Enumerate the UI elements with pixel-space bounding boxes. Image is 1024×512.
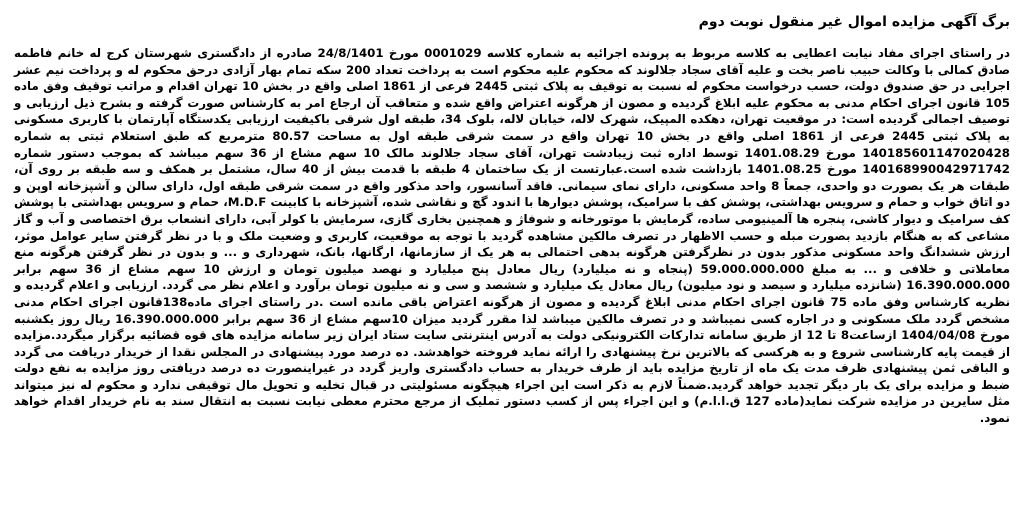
notice-body: در راستای اجرای مفاد نیابت اعطایی به کلاسه مربوط به پرونده اجرائیه به شماره کلاسه 0001029 مورخ 24/8/1401 صادره از دادگستری شهرستان کرج له خانم فاطمه صادق کمالی با وکالت حبیب ناصر بخت و علیه آقای سجاد جلالوند که محکوم علیه محکوم است به پرداخت تعداد 200 سکه تمام بهار آزادی درحق محکوم له و پرداخت نیم عشر اجرایی در حق صندوق دولت، حسب درخواست محکوم له نسبت به توقیف به پلاک ثبتی 2445 فرعی از 1861 اصلی واقع در بخش 10 تهران اقدام و مراتب توقیف وفق ماده 105 قانون اجرای احکام مدنی به محکوم علیه ابلاغ گردیده و مصون از هرگونه اعتراض واقع شده و متعاقب آن ارجاع امر به کارشناس صورت گرفته و بشرح ذیل ارزیابی و توصیف اجمالی گردیده است: در موقعیت تهران، دهکده المپیک، شهرک لاله، خیابان لاله، بلوک 34، طبقه اول شرقی باکیفیت ارزیابی یکدستگاه آپارتمان با کاربری مسکونی به پلاک ثبتی 2445 فرعی از 1861 اصلی واقع در بخش 10 تهران واقع در سمت شرقی طبقه اول به مساحت 80.57 مترمربع که طبق استعلام ثبتی به شماره 140185601147020428 مورخ 1401.08.29 توسط اداره ثبت زیبادشت تهران، آقای سجاد جلالوند مالک 10 سهم مشاع از 36 سهم میباشد که بموجب دستور شماره 140168990042971742 مورخ 1401.08.25 بازداشت شده است.عبارتست از یک ساختمان 4 طبقه با قدمت بیش از 40 سال، مشتمل بر همکف و سه طبقه بر روی آن، طبقات هر یک بصورت دو واحدی، جمعاً 8 واحد مسکونی، دارای نمای سیمانی. فاقد آسانسور، واحد مذکور واقع در سمت شرقی طبقه اول، دارای سالن و آشپزخانه اوپن و دو اتاق خواب و حمام و سرویس بهداشتی، پوشش کف با سرامیک، پوشش دیوارها با اندود گچ و نقاشی شده، آشپزخانه با کابینت M.D.F، حمام و سرویس بهداشتی با پوشش کف سرامیک و دیوار کاشی، پنجره ها آلمینیومی ساده، گرمایش با موتورخانه و شوفاژ و همچنین بخاری گازی، سرمایش با کولر آبی، دارای انشعاب برق اختصاصی و آب و گاز مشاعی که به هنگام بازدید بصورت مبله و حسب الاظهار در تصرف مالکین مشاهده گردید با توجه به موقعیت، کاربری و وضعیت ملک و با در نظر گرفتن سایر عوامل موثر، ارزش ششدانگ واحد مسکونی مذکور بدون در نظرگرفتن هرگونه بدهی احتمالی به هر یک از سازمانها، ارگانها، بانک، شهرداری و ... و بدون در نظر گرفتن هرگونه منع معاملاتی و خلافی و ... به مبلغ 59.000.000.000 (پنجاه و نه میلیارد) ریال معادل پنج میلیارد و نهصد میلیون تومان و ارزش 10 سهم مشاع از 36 سهم برابر 16.390.000.000 (شانزده میلیارد و سیصد و نود میلیون) ریال معادل یک میلیارد و ششصد و سی و نه میلیون تومان برآورد و اعلام نظر می گردد. ارزیابی و اعلام گردیده و نظریه کارشناس وفق ماده 75 قانون اجرای احکام مدنی ابلاغ گردیده و مصون از هرگونه اعتراض باقی مانده است .در راستای اجرای ماده138قانون اجرای احکام مدنی مشخص گردد ملک مسکونی و در اجاره کسی نمیباشد و در تصرف مالکین میباشد لذا مقرر گردید میزان 10سهم مشاع از 36 سهم برابر 16.390.000.000 ریال روز یکشنبه مورخ 1404/04/08 ازساعت8 تا 12 از طریق سامانه تدارکات الکترونیکی دولت به آدرس اینترنتی سایت ستاد ایران زیر سامانه مزایده های قوه قضائیه برگزار میگردد.مزایده از قیمت پایه کارشناسی شروع و به هرکسی که بالاترین نرخ پیشنهادی را ارائه نماید فروخته خواهدشد. ده درصد مورد پیشنهادی در المجلس نقدا از خریدار دریافت می گردد و الباقی ثمن پیشنهادی ظرف مدت یک ماه از تاریخ مزایده باید از طرف خریدار به حساب دادگستری واریز گردد در غیراینصورت ده درصد دریافتی روز مزایده به نفع دولت ضبط و مزایده برای یک بار دیگر تجدید خواهد گردید.ضمناً لازم به ذکر است این اجراء هیچگونه مسئولیتی در قبال تخلیه و تحویل مال توقیفی ندارد و محکوم له نیز میتواند مثل سایرین در مزایده شرکت نماید(ماده 127 ق.ا.ا.م) و این اجراء پس از کسب دستور تملیک از مرجع محترم معطی نیابت نسبت به انتقال سند به نام خریدار اقدام خواهد نمود. xyxy=(14,46,1011,426)
notice-title: برگ آگهی مزایده اموال غیر منقول نوبت دوم xyxy=(698,14,1010,30)
